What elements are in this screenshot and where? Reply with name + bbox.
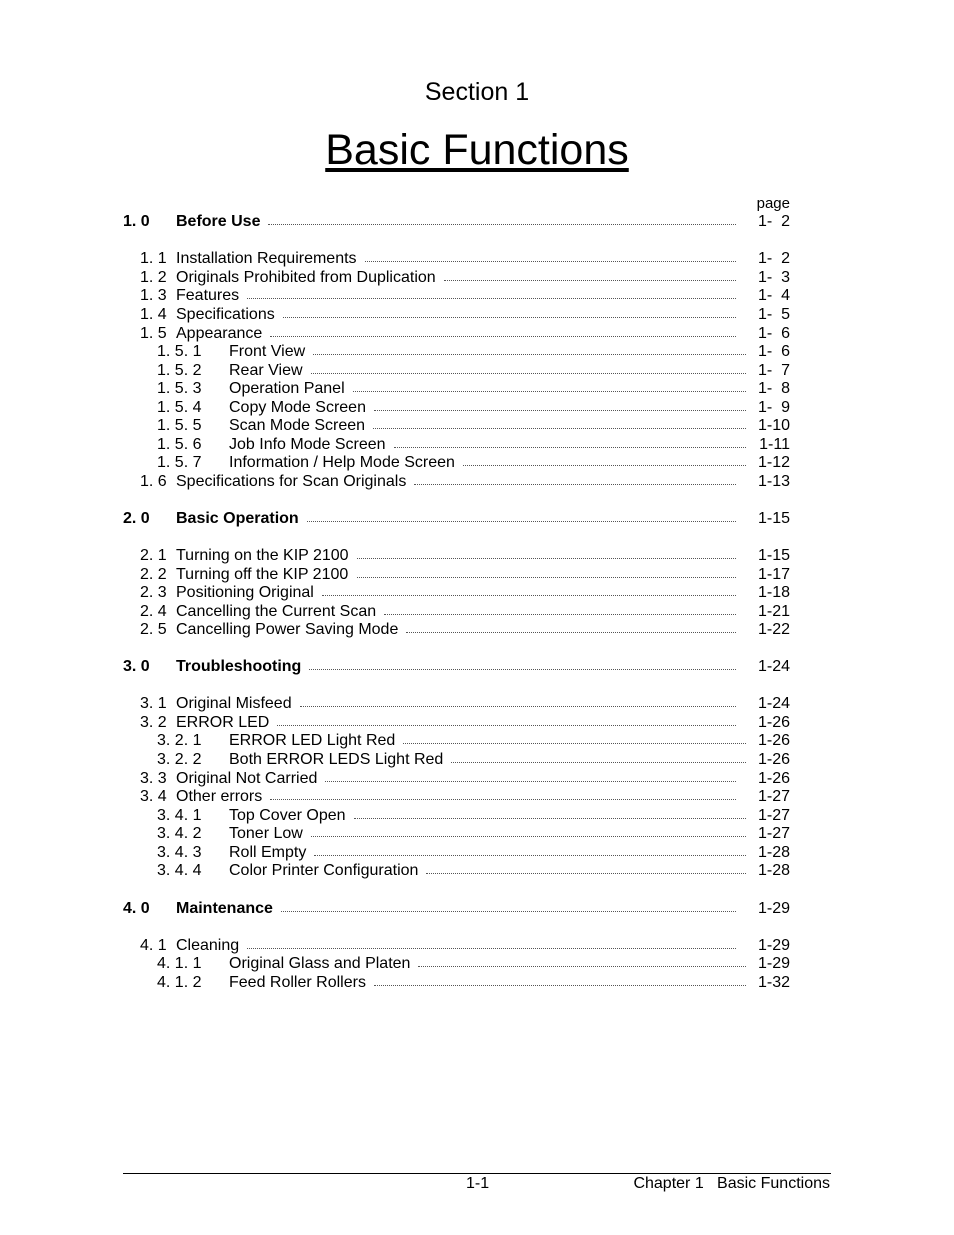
toc-entry-number: 2. 5 — [140, 621, 167, 638]
toc-entry-page: 1-26 — [757, 714, 790, 731]
toc-entry-row[interactable] — [0, 602, 954, 621]
toc-entry-row[interactable] — [0, 342, 954, 361]
toc-dot-leader — [247, 948, 736, 949]
toc-entry-number: 1. 6 — [140, 473, 167, 490]
toc-dot-leader — [451, 762, 746, 763]
toc-entry-number: 3. 0 — [123, 658, 150, 675]
toc-entry-page: 1-18 — [757, 584, 790, 601]
toc-dot-leader — [373, 428, 746, 429]
toc-entry-title: Maintenance — [176, 900, 273, 917]
toc-entry-title: Originals Prohibited from Duplication — [176, 269, 436, 286]
toc-dot-leader — [403, 743, 746, 744]
toc-dot-leader — [418, 966, 746, 967]
toc-entry-title: Information / Help Mode Screen — [229, 454, 455, 471]
toc-entry-page: 1-17 — [757, 566, 790, 583]
section-label: Section 1 — [424, 78, 530, 106]
toc-dot-leader — [325, 781, 736, 782]
toc-entry-row[interactable] — [0, 713, 954, 732]
toc-dot-leader — [354, 818, 746, 819]
toc-entry-number: 3. 4 — [140, 788, 167, 805]
footer-page-number: 1-1 — [466, 1175, 490, 1192]
toc-chapter-row[interactable] — [0, 509, 954, 528]
toc-entry-row[interactable] — [0, 398, 954, 417]
toc-entry-row[interactable] — [0, 268, 954, 287]
toc-entry-row[interactable] — [0, 472, 954, 491]
toc-entry-row[interactable] — [0, 546, 954, 565]
page-title: Basic Functions — [325, 126, 629, 174]
footer-divider — [123, 1173, 831, 1174]
toc-dot-leader — [277, 725, 736, 726]
toc-entry-number: 3. 2 — [140, 714, 167, 731]
toc-dot-leader — [270, 799, 736, 800]
toc-dot-leader — [374, 410, 746, 411]
toc-entry-title: Other errors — [176, 788, 263, 805]
toc-entry-title: Operation Panel — [229, 380, 345, 397]
toc-entry-page: 1-27 — [757, 825, 790, 842]
toc-entry-title: Color Printer Configuration — [229, 862, 419, 879]
toc-entry-page: 1-13 — [757, 473, 790, 490]
toc-dot-leader — [463, 465, 746, 466]
toc-entry-row[interactable] — [0, 843, 954, 862]
toc-entry-title: Installation Requirements — [176, 250, 357, 267]
toc-entry-page: 1- 4 — [757, 287, 790, 304]
toc-entry-number: 2. 3 — [140, 584, 167, 601]
toc-entry-number: 3. 3 — [140, 770, 167, 787]
toc-entry-page: 1-26 — [757, 770, 790, 787]
toc-entry-title: Before Use — [176, 213, 261, 230]
toc-entry-number: 3. 4. 2 — [157, 825, 202, 842]
toc-entry-number: 2. 0 — [123, 510, 150, 527]
toc-entry-title: Cancelling the Current Scan — [176, 603, 377, 620]
toc-entry-title: ERROR LED Light Red — [229, 732, 396, 749]
toc-entry-row[interactable] — [0, 750, 954, 769]
toc-entry-number: 1. 5. 3 — [157, 380, 202, 397]
toc-entry-page: 1- 2 — [757, 250, 790, 267]
toc-entry-number: 2. 1 — [140, 547, 167, 564]
toc-entry-row[interactable] — [0, 361, 954, 380]
toc-entry-title: Both ERROR LEDS Light Red — [229, 751, 444, 768]
toc-entry-row[interactable] — [0, 973, 954, 992]
toc-entry-page: 1- 8 — [757, 380, 790, 397]
toc-entry-page: 1- 3 — [757, 269, 790, 286]
toc-entry-title: Front View — [229, 343, 306, 360]
toc-entry-title: Turning off the KIP 2100 — [176, 566, 349, 583]
toc-entry-title: Troubleshooting — [176, 658, 302, 675]
toc-dot-leader — [414, 484, 736, 485]
toc-entry-number: 4. 1. 2 — [157, 974, 202, 991]
toc-entry-number: 1. 5. 6 — [157, 436, 202, 453]
toc-entry-row[interactable] — [0, 824, 954, 843]
toc-entry-row[interactable] — [0, 565, 954, 584]
toc-entry-row[interactable] — [0, 379, 954, 398]
toc-entry-number: 1. 4 — [140, 306, 167, 323]
toc-entry-page: 1- 7 — [757, 362, 790, 379]
toc-entry-row[interactable] — [0, 249, 954, 268]
footer-chapter-title: Chapter 1 Basic Functions — [633, 1175, 830, 1192]
toc-entry-page: 1-28 — [757, 862, 790, 879]
toc-entry-title: Features — [176, 287, 240, 304]
toc-dot-leader — [314, 855, 746, 856]
toc-entry-page: 1-11 — [759, 436, 790, 453]
toc-entry-number: 1. 5. 4 — [157, 399, 202, 416]
toc-dot-leader — [394, 447, 746, 448]
toc-entry-row[interactable] — [0, 787, 954, 806]
toc-entry-row[interactable] — [0, 620, 954, 639]
toc-entry-page: 1-24 — [757, 658, 790, 675]
toc-entry-page: 1-32 — [757, 974, 790, 991]
toc-dot-leader — [311, 836, 746, 837]
toc-dot-leader — [283, 317, 736, 318]
toc-entry-title: Specifications — [176, 306, 275, 323]
toc-dot-leader — [300, 706, 736, 707]
toc-entry-row[interactable] — [0, 806, 954, 825]
toc-dot-leader — [309, 669, 736, 670]
toc-entry-row[interactable] — [0, 694, 954, 713]
toc-entry-number: 3. 1 — [140, 695, 167, 712]
toc-dot-leader — [281, 911, 736, 912]
toc-entry-title: Appearance — [176, 325, 263, 342]
toc-dot-leader — [353, 391, 746, 392]
toc-entry-number: 1. 2 — [140, 269, 167, 286]
toc-entry-title: Scan Mode Screen — [229, 417, 366, 434]
toc-entry-title: Toner Low — [229, 825, 303, 842]
toc-entry-number: 1. 5. 1 — [157, 343, 202, 360]
toc-entry-page: 1-22 — [757, 621, 790, 638]
toc-entry-number: 4. 0 — [123, 900, 150, 917]
toc-entry-page: 1-26 — [757, 732, 790, 749]
toc-entry-title: Rear View — [229, 362, 303, 379]
toc-entry-number: 1. 0 — [123, 213, 150, 230]
toc-entry-title: Roll Empty — [229, 844, 307, 861]
toc-entry-title: Original Not Carried — [176, 770, 318, 787]
toc-entry-page: 1- 9 — [757, 399, 790, 416]
toc-entry-number: 1. 3 — [140, 287, 167, 304]
page-column-label: page — [756, 195, 790, 212]
toc-entry-title: ERROR LED — [176, 714, 270, 731]
toc-dot-leader — [374, 985, 746, 986]
toc-entry-page: 1- 2 — [757, 213, 790, 230]
toc-entry-row[interactable] — [0, 731, 954, 750]
toc-entry-title: Specifications for Scan Originals — [176, 473, 407, 490]
toc-dot-leader — [311, 373, 746, 374]
toc-entry-number: 3. 4. 1 — [157, 807, 202, 824]
toc-entry-number: 3. 2. 1 — [157, 732, 202, 749]
toc-dot-leader — [247, 298, 736, 299]
toc-dot-leader — [307, 521, 736, 522]
toc-entry-row[interactable] — [0, 435, 954, 454]
toc-entry-page: 1-15 — [757, 510, 790, 527]
toc-entry-page: 1-27 — [757, 807, 790, 824]
toc-entry-number: 2. 4 — [140, 603, 167, 620]
toc-entry-row[interactable] — [0, 769, 954, 788]
toc-dot-leader — [406, 632, 736, 633]
toc-entry-number: 1. 1 — [140, 250, 167, 267]
toc-entry-page: 1-28 — [757, 844, 790, 861]
toc-entry-title: Basic Operation — [176, 510, 299, 527]
toc-entry-page: 1- 5 — [757, 306, 790, 323]
toc-entry-number: 4. 1. 1 — [157, 955, 202, 972]
toc-entry-number: 1. 5. 5 — [157, 417, 202, 434]
toc-entry-title: Original Misfeed — [176, 695, 292, 712]
toc-dot-leader — [322, 595, 736, 596]
toc-entry-title: Top Cover Open — [229, 807, 346, 824]
toc-entry-page: 1-27 — [757, 788, 790, 805]
toc-entry-title: Cleaning — [176, 937, 240, 954]
toc-dot-leader — [384, 614, 736, 615]
toc-entry-page: 1-24 — [757, 695, 790, 712]
toc-entry-page: 1-29 — [757, 955, 790, 972]
toc-entry-title: Turning on the KIP 2100 — [176, 547, 349, 564]
toc-entry-page: 1-29 — [757, 937, 790, 954]
toc-entry-page: 1-21 — [757, 603, 790, 620]
toc-dot-leader — [313, 354, 746, 355]
toc-entry-number: 1. 5. 7 — [157, 454, 202, 471]
toc-entry-number: 4. 1 — [140, 937, 167, 954]
toc-entry-row[interactable] — [0, 305, 954, 324]
toc-entry-row[interactable] — [0, 954, 954, 973]
toc-entry-number: 1. 5. 2 — [157, 362, 202, 379]
toc-dot-leader — [444, 280, 736, 281]
toc-entry-number: 1. 5 — [140, 325, 167, 342]
toc-entry-number: 3. 4. 3 — [157, 844, 202, 861]
toc-dot-leader — [270, 336, 736, 337]
toc-entry-number: 3. 4. 4 — [157, 862, 202, 879]
toc-entry-page: 1- 6 — [757, 343, 790, 360]
toc-entry-page: 1-29 — [757, 900, 790, 917]
toc-entry-page: 1-12 — [757, 454, 790, 471]
toc-entry-row[interactable] — [0, 861, 954, 880]
toc-chapter-row[interactable] — [0, 212, 954, 231]
toc-chapter-row[interactable] — [0, 657, 954, 676]
toc-entry-page: 1-15 — [757, 547, 790, 564]
toc-entry-row[interactable] — [0, 416, 954, 435]
toc-entry-number: 3. 2. 2 — [157, 751, 202, 768]
toc-entry-title: Cancelling Power Saving Mode — [176, 621, 399, 638]
toc-dot-leader — [365, 261, 736, 262]
toc-entry-title: Feed Roller Rollers — [229, 974, 366, 991]
toc-entry-title: Copy Mode Screen — [229, 399, 366, 416]
toc-entry-title: Original Glass and Platen — [229, 955, 411, 972]
toc-entry-row[interactable] — [0, 583, 954, 602]
toc-entry-page: 1- 6 — [757, 325, 790, 342]
toc-entry-row[interactable] — [0, 453, 954, 472]
toc-dot-leader — [357, 558, 736, 559]
toc-entry-page: 1-10 — [757, 417, 790, 434]
toc-entry-page: 1-26 — [757, 751, 790, 768]
toc-dot-leader — [357, 577, 736, 578]
toc-entry-number: 2. 2 — [140, 566, 167, 583]
toc-dot-leader — [426, 873, 746, 874]
toc-chapter-row[interactable] — [0, 899, 954, 918]
toc-entry-title: Job Info Mode Screen — [229, 436, 386, 453]
toc-entry-row[interactable] — [0, 286, 954, 305]
toc-dot-leader — [268, 224, 736, 225]
toc-entry-title: Positioning Original — [176, 584, 314, 601]
toc-entry-row[interactable] — [0, 936, 954, 955]
toc-entry-row[interactable] — [0, 324, 954, 343]
